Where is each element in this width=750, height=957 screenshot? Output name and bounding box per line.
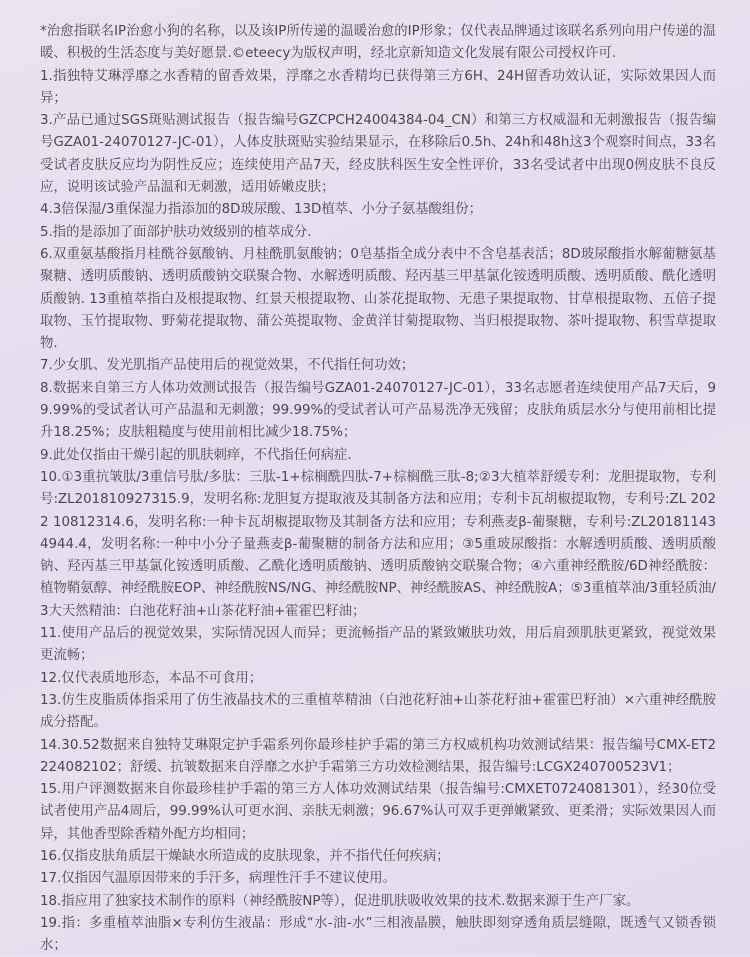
note-18: 18.指应用了独家技术制作的原料（神经酰胺NP等），促进肌肤吸收效果的技术.数据来源于生产厂家。 <box>40 893 640 909</box>
note-19: 19.指：多重植萃油脂×专利仿生液晶：形成“水-油-水”三相液晶膜，触肤即刻穿透角质层缝隙，既透气又锁香锁水； <box>40 915 716 954</box>
note-12: 12.仅代表质地形态，本品不可食用； <box>40 670 263 686</box>
note-5: 5.指的是添加了面部护肤功效级别的植萃成分. <box>40 224 312 240</box>
note-15: 15.用户评测数据来自你最珍桂护手霜的第三方人体功效测试结果（报告编号:CMXET0724081301），经30位受试者使用产品4周后，99.99%认可更水润、亲肤无刺激；96.67%认可双手更弹嫩紧致、更柔滑；实际效果因人而异，其他香型除香精外配方均相同； <box>40 782 716 842</box>
note-13: 13.仿生皮脂质体指采用了仿生液晶技术的三重植萃精油（白池花籽油+山茶花籽油+霍霍巴籽油）×六重神经酰胺成分搭配。 <box>40 692 716 731</box>
note-17: 17.仅指因气温原因带来的手汗多，病理性汗手不建议使用。 <box>40 871 397 887</box>
note-14: 14.30.52数据来自独特艾琳限定护手霜系列你最珍桂护手霜的第三方权威机构功效测试结果：报告编号CMX-ET2224082102；舒缓、抗皱数据来自浮靡之水护手霜第三方功效检测结果，报告编号:LCGX240700523V1； <box>40 737 716 775</box>
note-7: 7.少女肌、发光肌指产品使用后的视觉效果，不代指任何功效； <box>40 358 415 374</box>
disclaimer-notes <box>40 21 716 957</box>
note-6: 6.双重氨基酸指月桂酰谷氨酸钠、月桂酰肌氨酸钠；0皂基指全成分表中不含皂基表活；8D玻尿酸指水解葡糖氨基聚糖、透明质酸钠、透明质酸钠交联聚合物、水解透明质酸、羟丙基三甲基氯化铵透明质酸、透明质酸、酰化透明质酸钠. 13重植萃指白及根提取物、红景天根提取物、山茶花提取物、无患子果提取物、甘草根提取物、五倍子提取物、玉竹提取物、野菊花提取物、蒲公英提取物、金黄洋甘菊提取物、当归根提取物、茶叶提取物、积雪草提取物. <box>40 246 716 352</box>
note-3: 3.产品已通过SGS斑贴测试报告（报告编号GZCPCH24004384-04_CN）和第三方权威温和无刺激报告（报告编号GZA01-24070127-JC-01），人体皮肤斑贴实验结果显示，在移除后0.5h、24h和48h这3个观察时间点，33名受试者皮肤反应均为阴性反应；连续使用产品7天，经皮肤科医生安全性评价，33名受试者中出现0例皮肤不良反应，说明该试验产品温和无刺激，适用娇嫩皮肤； <box>40 113 716 196</box>
note-8: 8.数据来自第三方人体功效测试报告（报告编号GZA01-24070127-JC-01），33名志愿者连续使用产品7天后，99.99%的受试者认可产品温和无刺激；99.99%的受试者认可产品易洗净无残留；皮肤角质层水分与使用前相比提升18.25%；皮肤粗糙度与使用前相比减少18.75%； <box>40 380 716 441</box>
note-1: 1.指独特艾琳浮靡之水香精的留香效果，浮靡之水香精均已获得第三方6H、24H留香功效认证，实际效果因人而异； <box>40 68 716 106</box>
note-ip-copyright: *治愈指联名IP治愈小狗的名称，以及该IP所传递的温暖治愈的IP形象；仅代表品牌通过该联名系列向用户传递的温暖、积极的生活态度与美好愿景.©eteecy为版权声明，经北京新知造文化发展有限公司授权许可. <box>40 24 716 62</box>
note-16: 16.仅指皮肤角质层干燥缺水所造成的皮肤现象，并不指代任何疾病； <box>40 848 450 864</box>
note-11: 11.使用产品后的视觉效果，实际情况因人而异；更流畅指产品的紧致嫩肤功效，用后肩颈肌肤更紧致，视觉效果更流畅； <box>40 626 716 664</box>
note-9: 9.此处仅指由干燥引起的肌肤刺痒，不代指任何病症. <box>40 447 352 463</box>
note-4: 4.3倍保湿/3重保湿力指添加的8D玻尿酸、13D植萃、小分子氨基酸组份； <box>40 202 483 218</box>
note-10: 10.①3重抗皱肽/3重信号肽/多肽：三肽-1+棕榈酰四肽-7+棕榈酰三肽-8;②3大植萃舒缓专利：龙胆提取物，专利号:ZL201810927315.9，发明名称:龙胆复方提取液及其制备方法和应用；专利卡瓦胡椒提取物，专利号:ZL 2022 10812314.6，发明名称:一种卡瓦胡椒提取物及其制备方法和应用；专利燕麦β-葡聚糖，专利号:ZL201811434944.4，发明名称:一种中小分子量燕麦β-葡聚糖的制备方法和应用；③5重玻尿酸指：水解透明质酸、透明质酸钠、羟丙基三甲基氯化铵透明质酸、乙酰化透明质酸钠、透明质酸钠交联聚合物；④六重神经酰胺/6D神经酰胺：植物鞘氨醇、神经酰胺EOP、神经酰胺NS/NG、神经酰胺NP、神经酰胺AS、神经酰胺A；⑤3重植萃油/3重轻质油/3大天然精油：白池花籽油+山茶花籽油+霍霍巴籽油； <box>40 469 716 619</box>
